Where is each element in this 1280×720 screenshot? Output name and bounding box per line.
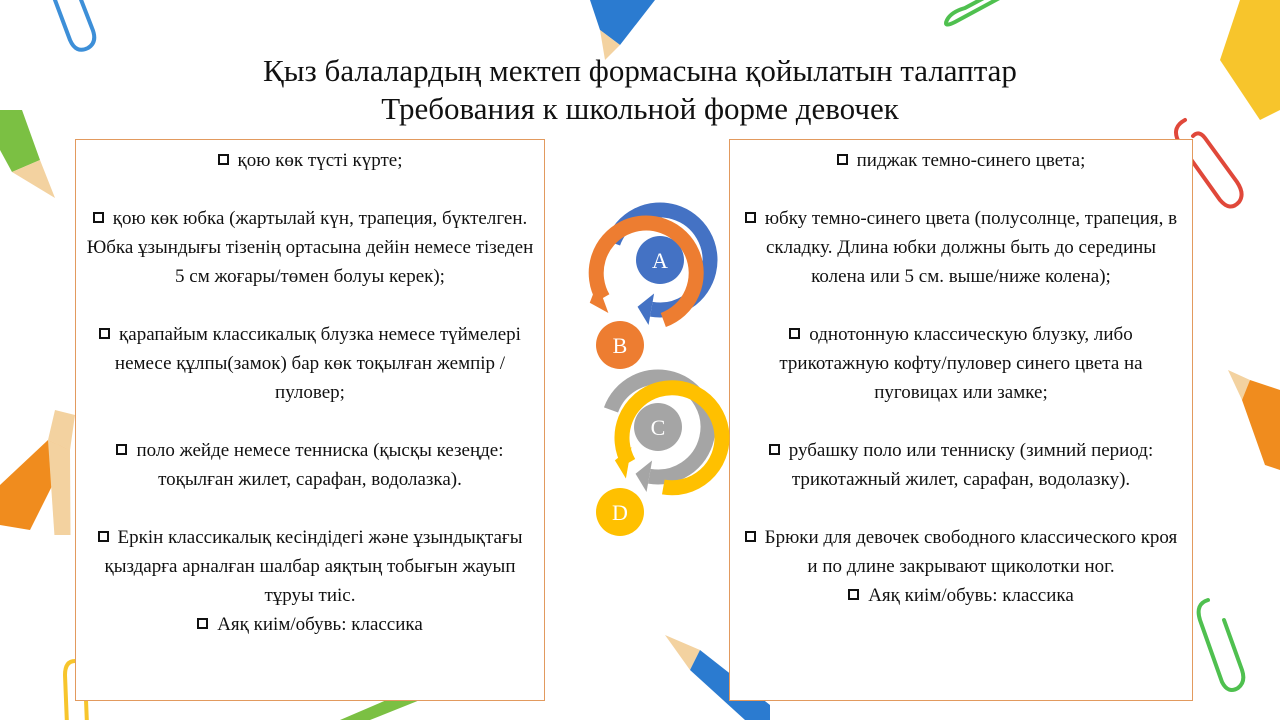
slide-title xyxy=(0,52,1280,128)
list-item: қарапайым классикалық блузка немесе түймелері немесе құлпы(замок) бар көк тоқылған жемпір / пуловер; xyxy=(86,320,534,407)
cycle-label-a: A xyxy=(652,248,668,273)
list-item: рубашку поло или тенниску (зимний период: трикотажный жилет, сарафан, водолазку). xyxy=(740,436,1182,494)
checkbox-bullet-icon xyxy=(837,154,848,165)
abcd-cycle-graphic xyxy=(555,185,745,585)
paperclip-green-icon xyxy=(935,0,1015,35)
title-russian: Требования к школьной форме девочек xyxy=(381,91,899,126)
list-item: қою көк түсті күрте; xyxy=(86,146,534,175)
pencil-orange-right-icon xyxy=(1220,360,1280,470)
list-item: поло жейде немесе тенниска (қысқы кезеңде: тоқылған жилет, сарафан, водолазка). xyxy=(86,436,534,494)
list-item: однотонную классическую блузку, либо трикотажную кофту/пуловер синего цвета на пуговицах или замке; xyxy=(779,324,1143,403)
checkbox-bullet-icon xyxy=(99,328,110,339)
title-kazakh: Қыз балалардың мектеп формасына қойылатын талаптар xyxy=(263,53,1017,88)
cycle-label-b: B xyxy=(612,333,628,358)
list-item: қою көк юбка (жартылай күн, трапеция, бүктелген. Юбка ұзындығы тізенің ортасына дейін немесе тізеден 5 см жоғары/төмен болуы керек); xyxy=(86,208,534,287)
checkbox-bullet-icon xyxy=(218,154,229,165)
list-item: Еркін классикалық кесіндідегі және ұзындықтағы қыздарға арналған шалбар аяқтың тобығын жауып тұруы тиіс. xyxy=(86,523,534,610)
checkbox-bullet-icon xyxy=(116,444,127,455)
list-item: Аяқ киім/обувь: классика xyxy=(86,610,534,639)
checkbox-bullet-icon xyxy=(197,618,208,629)
paperclip-green-right-icon xyxy=(1190,590,1250,700)
list-item: Брюки для девочек свободного классического кроя и по длине закрывают щиколотки ног. xyxy=(740,523,1182,581)
list-item: Аяқ киім/обувь: классика xyxy=(740,581,1182,610)
checkbox-bullet-icon xyxy=(848,589,859,600)
pencil-orange-left-icon xyxy=(0,395,80,535)
checkbox-bullet-icon xyxy=(745,212,756,223)
cycle-label-d: D xyxy=(612,500,628,525)
kazakh-requirements-panel xyxy=(75,139,545,701)
paperclip-blue-icon xyxy=(40,0,110,60)
checkbox-bullet-icon xyxy=(789,328,800,339)
checkbox-bullet-icon xyxy=(98,531,109,542)
list-item: пиджак темно-синего цвета; xyxy=(740,146,1182,175)
checkbox-bullet-icon xyxy=(769,444,780,455)
cycle-label-c: C xyxy=(650,415,666,440)
checkbox-bullet-icon xyxy=(93,212,104,223)
list-item: юбку темно-синего цвета (полусолнце, трапеция, в складку. Длина юбки должны быть до середины колена или 5 см. выше/ниже колена); xyxy=(740,204,1182,291)
checkbox-bullet-icon xyxy=(745,531,756,542)
russian-requirements-panel xyxy=(729,139,1193,701)
